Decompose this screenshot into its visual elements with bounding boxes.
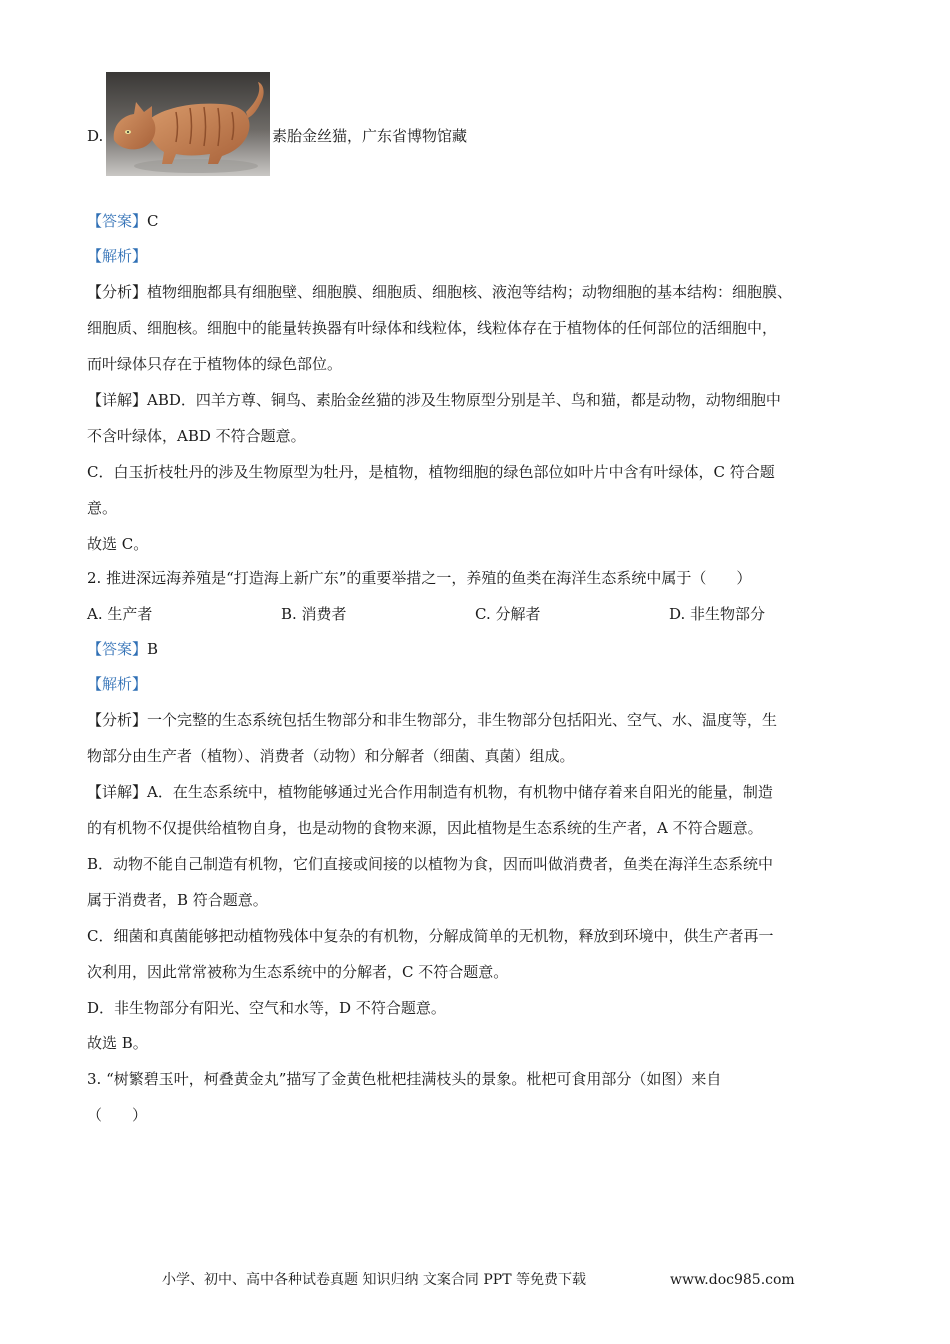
footer-promo-text: 小学、初中、高中各种试卷真题 知识归纳 文案合同 PPT 等免费下载 xyxy=(162,1272,586,1288)
answer-tag: 【答案】 xyxy=(87,640,148,658)
q2-option-b: B. 消费者 xyxy=(281,605,347,623)
q2-detail-line xyxy=(87,782,773,802)
q3-stem-bracket: （ ） xyxy=(87,1106,148,1124)
q2-detail-line: C．细菌和真菌能够把动植物残体中复杂的有机物，分解成简单的无机物，释放到环境中，供生产者再一 xyxy=(87,927,774,945)
q2-detail-line: D．非生物部分有阳光、空气和水等，D 不符合题意。 xyxy=(87,999,446,1017)
q1-explain-heading xyxy=(87,246,147,266)
q2-option-d: D. 非生物部分 xyxy=(669,605,766,623)
q2-option-c: C. 分解者 xyxy=(475,605,541,623)
q2-option-a: A. 生产者 xyxy=(87,605,153,623)
q2-analysis-line xyxy=(87,710,777,730)
q3-stem: 3. “树繁碧玉叶，柯叠黄金丸”描写了金黄色枇杷挂满枝头的景象。枇杷可食用部分（如图）来自 xyxy=(87,1070,722,1088)
analysis-text: 植物细胞都具有细胞壁、细胞膜、细胞质、细胞核、液泡等结构；动物细胞的基本结构：细胞膜、 xyxy=(147,283,793,301)
analysis-text: 一个完整的生态系统包括生物部分和非生物部分，非生物部分包括阳光、空气、水、温度等，生 xyxy=(147,711,778,729)
q2-detail-line: 属于消费者，B 符合题意。 xyxy=(87,891,268,909)
q2-answer xyxy=(87,639,158,659)
q2-detail-line: B．动物不能自己制造有机物，它们直接或间接的以植物为食，因而叫做消费者，鱼类在海洋生态系统中 xyxy=(87,855,774,873)
q1-analysis-line: 而叶绿体只存在于植物体的绿色部位。 xyxy=(87,355,343,373)
q1-detail-line: 意。 xyxy=(87,499,118,517)
q1-detail-line: C．白玉折枝牡丹的涉及生物原型为牡丹，是植物，植物细胞的绿色部位如叶片中含有叶绿体，C 符合题 xyxy=(87,463,775,481)
answer-value: B xyxy=(147,640,159,658)
option-d-caption: 素胎金丝猫，广东省博物馆藏 xyxy=(272,127,468,145)
q2-detail-line: 次利用，因此常常被称为生态系统中的分解者，C 不符合题意。 xyxy=(87,963,509,981)
q1-answer xyxy=(87,211,159,231)
q2-analysis-line: 物部分由生产者（植物）、消费者（动物）和分解者（细菌、真菌）组成。 xyxy=(87,747,575,765)
q1-analysis-line xyxy=(87,282,792,302)
q2-stem: 2. 推进深远海养殖是“打造海上新广东”的重要举措之一，养殖的鱼类在海洋生态系统中属于（ ） xyxy=(87,569,752,587)
explain-tag: 【解析】 xyxy=(87,675,148,693)
golden-cat-figurine-image xyxy=(106,72,270,176)
analysis-tag: 【分析】 xyxy=(87,283,148,301)
answer-tag: 【答案】 xyxy=(87,212,148,230)
q2-detail-line: 的有机物不仅提供给植物自身，也是动物的食物来源，因此植物是生态系统的生产者，A 不符合题意。 xyxy=(87,819,763,837)
explain-tag: 【解析】 xyxy=(87,247,148,265)
q1-detail-line: 不含叶绿体，ABD 不符合题意。 xyxy=(87,427,306,445)
detail-text: A．在生态系统中，植物能够通过光合作用制造有机物，有机物中储存着来自阳光的能量，制造 xyxy=(147,783,773,801)
q1-detail-line xyxy=(87,390,781,410)
detail-text: ABD．四羊方尊、铜鸟、素胎金丝猫的涉及生物原型分别是羊、鸟和猫，都是动物，动物细胞中 xyxy=(147,391,781,409)
cat-figurine-illustration xyxy=(106,72,270,176)
footer-website-link[interactable]: www.doc985.com xyxy=(670,1272,795,1288)
q2-explain-heading xyxy=(87,674,147,694)
detail-tag: 【详解】 xyxy=(87,783,148,801)
analysis-tag: 【分析】 xyxy=(87,711,148,729)
q1-analysis-line: 细胞质、细胞核。细胞中的能量转换器有叶绿体和线粒体，线粒体存在于植物体的任何部位的活细胞中， xyxy=(87,319,778,337)
answer-value: C xyxy=(147,212,159,230)
q2-conclusion: 故选 B。 xyxy=(87,1034,148,1052)
q1-conclusion: 故选 C。 xyxy=(87,535,149,553)
option-d-letter: D. xyxy=(87,127,104,145)
detail-tag: 【详解】 xyxy=(87,391,148,409)
